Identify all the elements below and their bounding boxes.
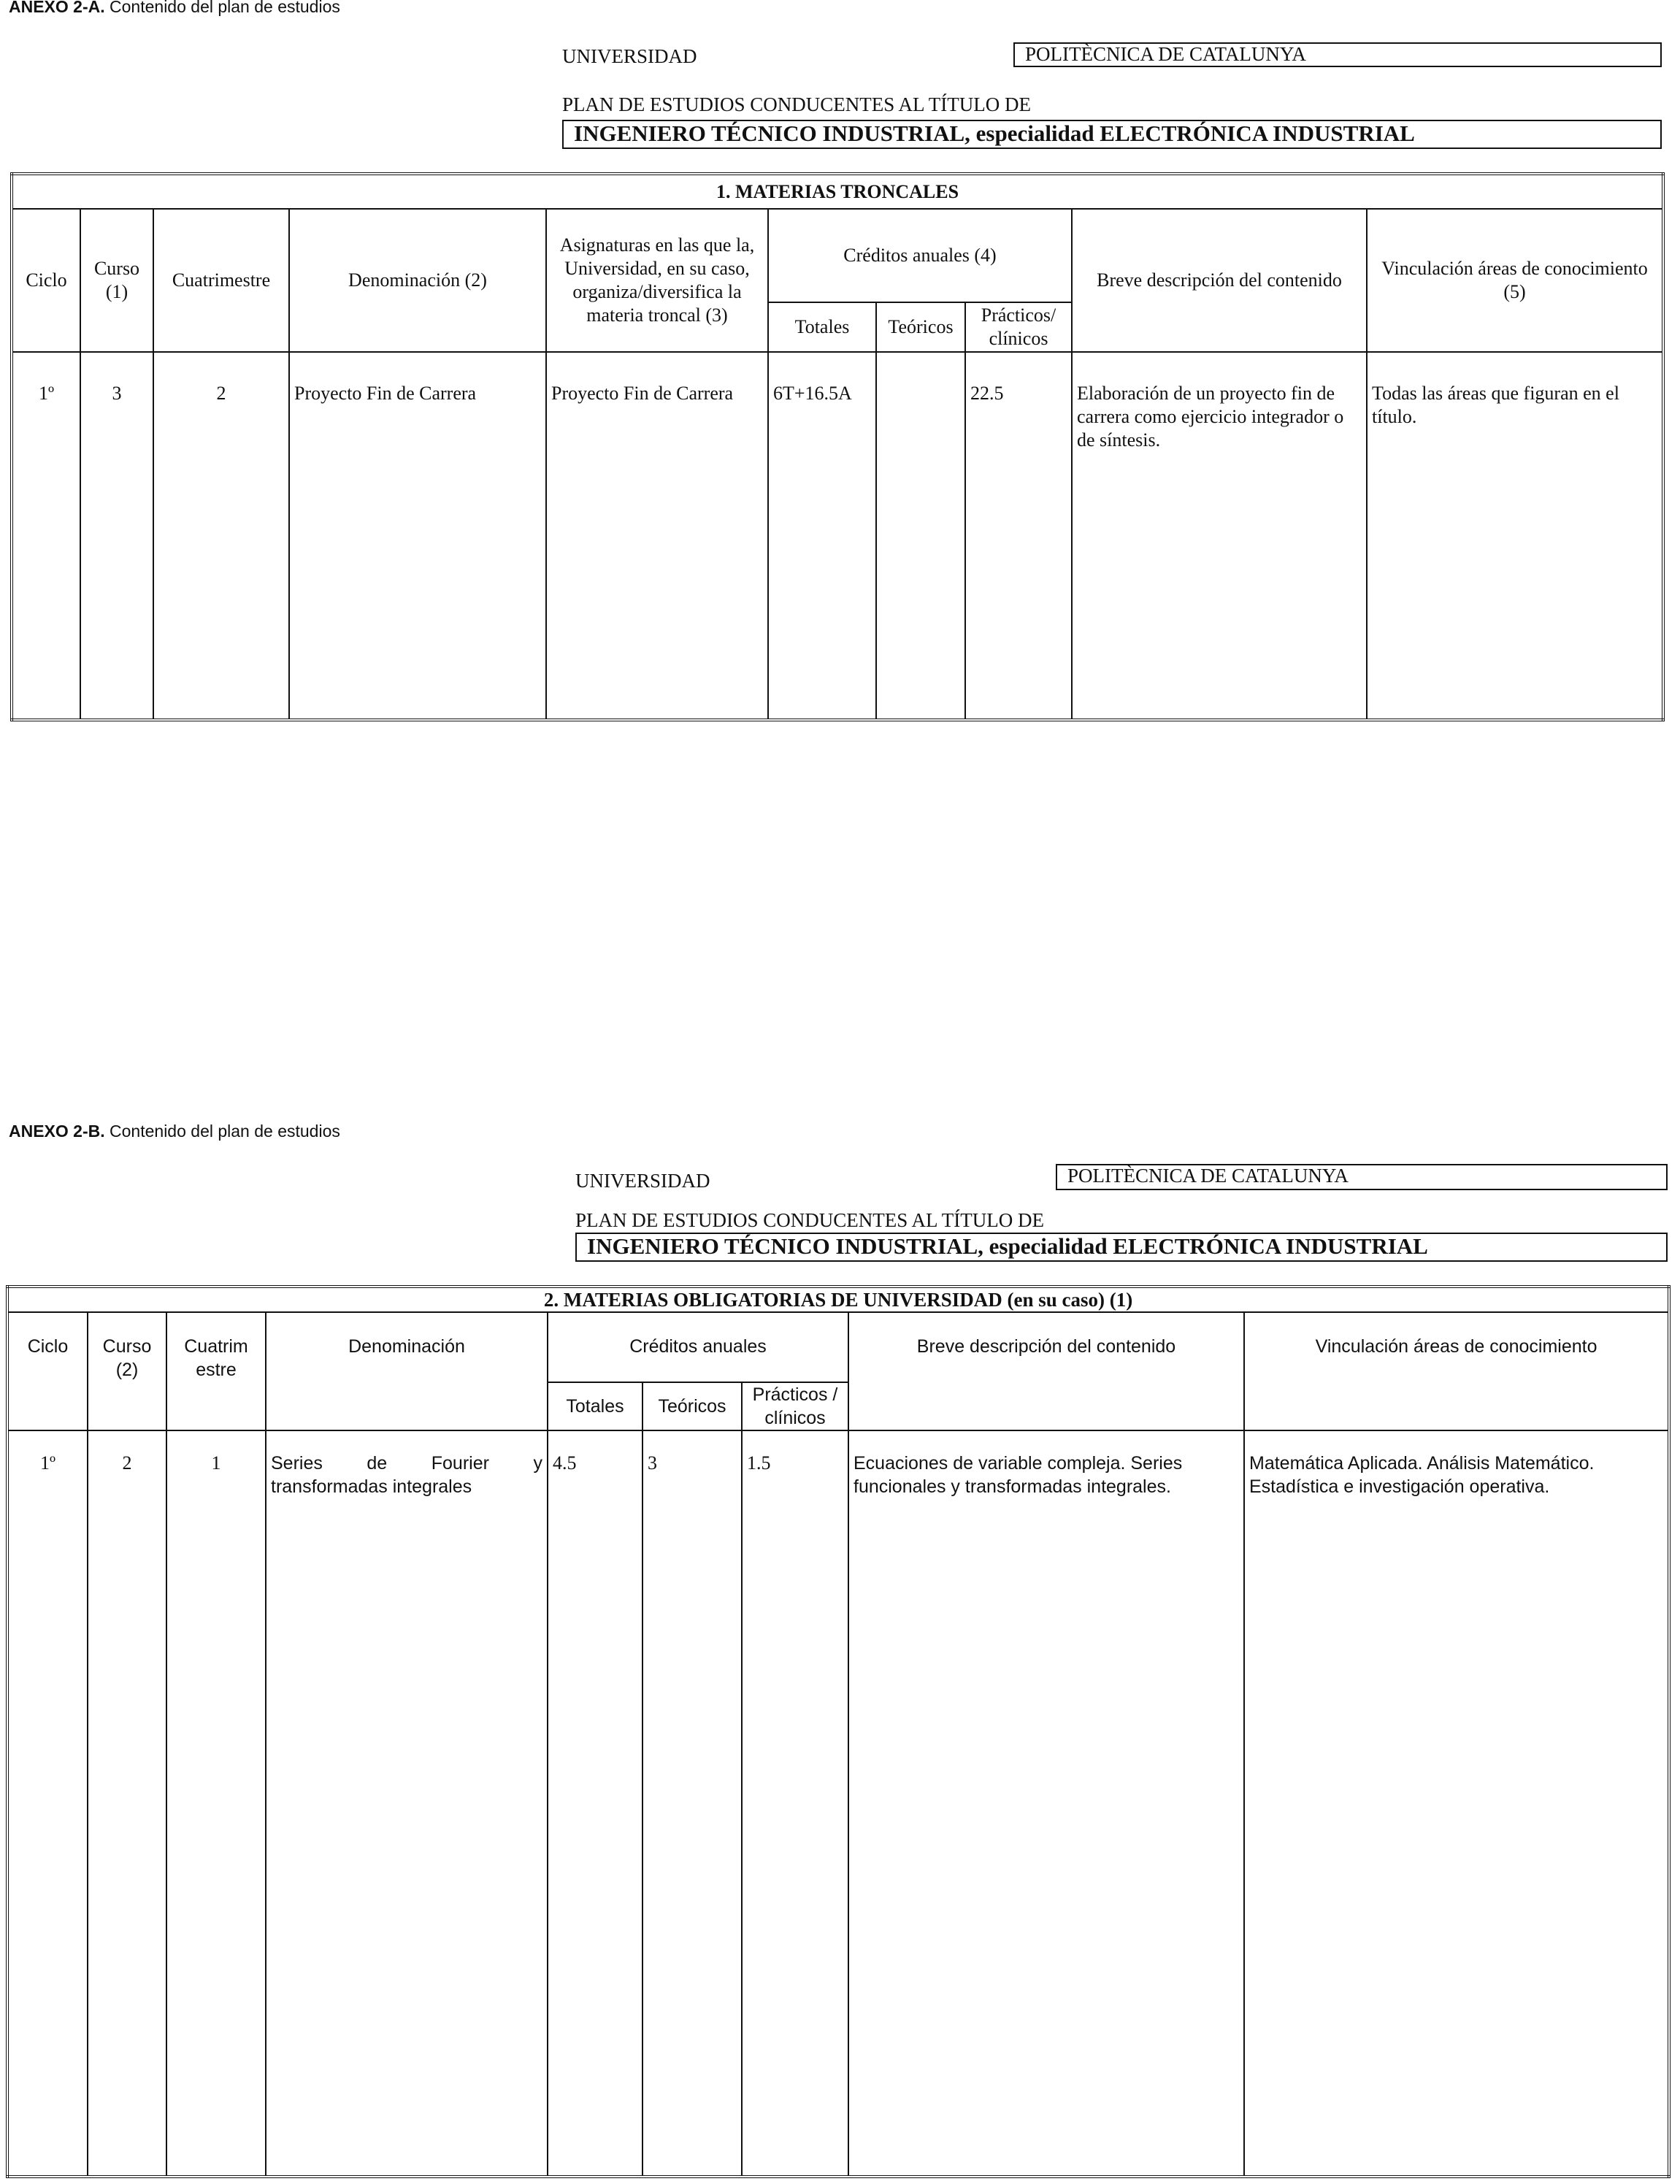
annex-a-header-creditos: Créditos anuales (4) (768, 209, 1072, 302)
annex-b-row-vinculacion: Matemática Aplicada. Análisis Matemático. Estadística e investigación operativa. (1244, 1430, 1669, 2177)
table-row (12, 352, 1663, 720)
annex-b-header-practicos: Prácticos / clínicos (742, 1382, 848, 1430)
annex-a-row-denominacion: Proyecto Fin de Carrera (289, 352, 546, 720)
annex-b-header-ciclo: Ciclo (7, 1312, 88, 1430)
annex-b-section-title: 2. MATERIAS OBLIGATORIAS DE UNIVERSIDAD (en su caso) (1) (7, 1287, 1669, 1312)
annex-b-header-denominacion: Denominación (266, 1312, 548, 1430)
annex-a-plan-title: INGENIERO TÉCNICO INDUSTRIAL, especialidad ELECTRÓNICA INDUSTRIAL (562, 120, 1662, 149)
annex-a-header-practicos: Prácticos/ clínicos (965, 302, 1072, 352)
annex-a-row-practicos: 22.5 (965, 352, 1072, 720)
annex-a-row-totales: 6T+16.5A (768, 352, 876, 720)
annex-a-row-vinculacion: Todas las áreas que figuran en el título. (1367, 352, 1663, 720)
annex-b-plan-label: PLAN DE ESTUDIOS CONDUCENTES AL TÍTULO DE (575, 1209, 1044, 1231)
annex-b-row-descripcion: Ecuaciones de variable compleja. Series funcionales y transformadas integrales. (848, 1430, 1244, 2177)
annex-b-row-curso: 2 (88, 1430, 166, 2177)
annex-b-header-vinculacion: Vinculación áreas de conocimiento (1244, 1312, 1669, 1430)
annex-b-row-teoricos: 3 (643, 1430, 742, 2177)
annex-a-row-teoricos (876, 352, 965, 720)
annex-a-header-descripcion: Breve descripción del contenido (1072, 209, 1367, 352)
annex-a-header-denominacion: Denominación (2) (289, 209, 546, 352)
annex-a-table (10, 172, 1665, 721)
annex-b-row-practicos: 1.5 (742, 1430, 848, 2177)
annex-b-header-totales: Totales (548, 1382, 643, 1430)
annex-a-plan-label: PLAN DE ESTUDIOS CONDUCENTES AL TÍTULO DE (562, 93, 1031, 115)
annex-a-header-teoricos: Teóricos (876, 302, 965, 352)
annex-a-row-curso: 3 (80, 352, 153, 720)
annex-b-header-descripcion: Breve descripción del contenido (848, 1312, 1244, 1430)
annex-b-row-totales: 4.5 (548, 1430, 643, 2177)
annex-a-university-value: POLITÈCNICA DE CATALUNYA (1013, 42, 1662, 67)
annex-b-row-ciclo: 1º (7, 1430, 88, 2177)
annex-a-university-label: UNIVERSIDAD (562, 45, 697, 67)
annex-b-header-cuatrimestre: Cuatrim estre (166, 1312, 266, 1430)
annex-b-plan-title: INGENIERO TÉCNICO INDUSTRIAL, especialidad ELECTRÓNICA INDUSTRIAL (575, 1233, 1668, 1262)
annex-a-header-curso: Curso (1) (80, 209, 153, 352)
annex-a-header-asignaturas: Asignaturas en las que la, Universidad, en su caso, organiza/diversifica la materia troncal (3) (546, 209, 768, 352)
annex-a-title: ANEXO 2-A. Contenido del plan de estudios (9, 0, 340, 16)
annex-a-header-cuatrimestre: Cuatrimestre (153, 209, 289, 352)
annex-b-header-curso: Curso (2) (88, 1312, 166, 1430)
annex-b-row-cuatrimestre: 1 (166, 1430, 266, 2177)
annex-a-row-cuatrimestre: 2 (153, 352, 289, 720)
annex-a-row-ciclo: 1º (12, 352, 80, 720)
annex-b-row-denominacion: Series de Fourier y transformadas integrales (266, 1430, 548, 2177)
annex-a-row-descripcion: Elaboración de un proyecto fin de carrera como ejercicio integrador o de síntesis. (1072, 352, 1367, 720)
annex-a-row-asignaturas: Proyecto Fin de Carrera (546, 352, 768, 720)
annex-a-header-totales: Totales (768, 302, 876, 352)
annex-a-section-title: 1. MATERIAS TRONCALES (12, 174, 1663, 209)
annex-b-header-teoricos: Teóricos (643, 1382, 742, 1430)
annex-b-university-label: UNIVERSIDAD (575, 1170, 710, 1192)
annex-a-header-ciclo: Ciclo (12, 209, 80, 352)
annex-b-header-creditos: Créditos anuales (548, 1312, 848, 1382)
annex-b-university-value: POLITÈCNICA DE CATALUNYA (1056, 1164, 1668, 1190)
annex-a-header-vinculacion: Vinculación áreas de conocimiento (5) (1367, 209, 1663, 352)
annex-b-title: ANEXO 2-B. Contenido del plan de estudios (9, 1122, 340, 1141)
table-row (7, 1430, 1669, 2177)
annex-b-table (6, 1285, 1671, 2178)
